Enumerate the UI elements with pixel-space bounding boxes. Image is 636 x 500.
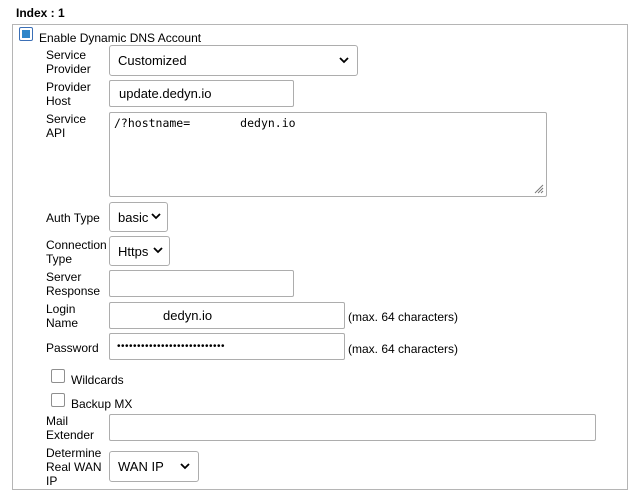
- auth-type-value: basic: [118, 209, 149, 225]
- enable-ddns-checkbox[interactable]: [19, 27, 33, 41]
- server-response-label: Server Response: [46, 270, 101, 298]
- determine-wan-ip-select[interactable]: [109, 451, 199, 482]
- password-label: Password: [46, 341, 99, 355]
- chevron-down-icon: [153, 245, 163, 255]
- wildcards-label: Wildcards: [71, 373, 124, 387]
- determine-wan-ip-value: WAN IP: [118, 459, 164, 474]
- backup-mx-checkbox[interactable]: [51, 393, 65, 407]
- determine-wan-ip-label: Determine Real WAN IP: [46, 446, 102, 488]
- checkbox-checked-mark: [22, 30, 30, 38]
- service-provider-label: Service Provider: [46, 48, 91, 76]
- chevron-down-icon: [339, 55, 349, 65]
- backup-mx-label: Backup MX: [71, 397, 133, 411]
- server-response-input[interactable]: [109, 270, 294, 297]
- chevron-down-icon: [151, 211, 161, 221]
- service-api-textarea[interactable]: /?hostname= dedyn.io: [109, 112, 547, 197]
- resize-handle-icon[interactable]: [534, 184, 544, 194]
- mail-extender-label: Mail Extender: [46, 414, 95, 442]
- service-provider-select[interactable]: [109, 45, 358, 76]
- connection-type-value: Https: [118, 243, 149, 259]
- connection-type-label: Connection Type: [46, 238, 107, 266]
- provider-host-input[interactable]: update.dedyn.io: [109, 80, 294, 107]
- service-api-label: Service API: [46, 112, 87, 140]
- service-provider-value: Customized: [118, 53, 187, 68]
- password-hint: (max. 64 characters): [348, 342, 459, 356]
- chevron-down-icon: [180, 461, 190, 471]
- login-name-input[interactable]: dedyn.io: [109, 302, 345, 329]
- login-name-hint: (max. 64 characters): [348, 310, 459, 324]
- auth-type-label: Auth Type: [46, 211, 100, 225]
- wildcards-checkbox[interactable]: [51, 369, 65, 383]
- password-input[interactable]: •••••••••••••••••••••••••••: [109, 333, 345, 360]
- index-title: Index : 1: [16, 6, 65, 20]
- connection-type-select[interactable]: [109, 236, 170, 266]
- enable-ddns-label: Enable Dynamic DNS Account: [39, 31, 202, 45]
- auth-type-select[interactable]: [109, 202, 168, 232]
- provider-host-label: Provider Host: [46, 80, 91, 108]
- mail-extender-input[interactable]: [109, 414, 596, 441]
- login-name-label: Login Name: [46, 302, 79, 330]
